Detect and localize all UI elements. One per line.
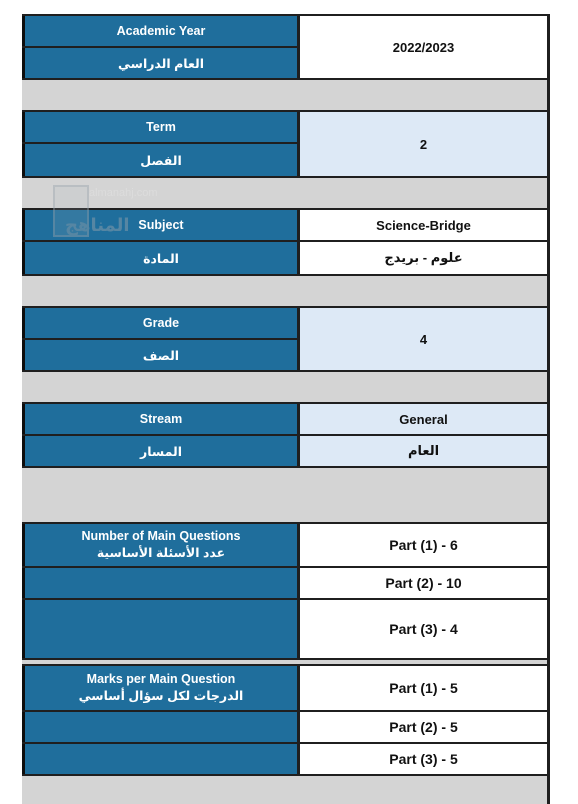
main-questions-label-blank [22, 600, 297, 658]
main-questions-part-2: Part (2) - 10 [300, 568, 547, 598]
spacer-row [22, 660, 547, 664]
spacer-row [22, 80, 547, 110]
marks-part-2: Part (2) - 5 [300, 712, 547, 742]
marks-part-3: Part (3) - 5 [300, 744, 547, 774]
subject-label-ar: المادة [22, 242, 297, 274]
stream-label-en: Stream [22, 404, 297, 434]
main-questions-label [22, 524, 297, 566]
main-questions-label-ar: عدد الأسئلة الأساسية [96, 546, 226, 560]
subject-label-en: Subject [22, 210, 297, 240]
spacer-row [22, 276, 547, 306]
marks-label-blank [22, 712, 297, 742]
academic-year-label-en: Academic Year [22, 16, 297, 46]
marks-label-ar: الدرجات لكل سؤال أساسي [78, 689, 244, 703]
marks-label-en: Marks per Main Question [86, 672, 236, 686]
stream-value-en: General [300, 404, 547, 434]
watermark-name: المناهج [65, 215, 130, 236]
term-value: 2 [300, 112, 547, 176]
main-questions-label-en: Number of Main Questions [81, 529, 241, 543]
spacer-row [22, 372, 547, 402]
marks-label-blank [22, 744, 297, 774]
subject-value-en: Science-Bridge [300, 210, 547, 240]
spacer-row [22, 178, 547, 208]
main-questions-part-3: Part (3) - 4 [300, 600, 547, 658]
grade-label-en: Grade [22, 308, 297, 338]
marks-part-1: Part (1) - 5 [300, 666, 547, 710]
watermark-url: almanahj.com [89, 187, 158, 199]
subject-value-ar: علوم - بريدج [300, 242, 547, 274]
academic-year-value: 2022/2023 [300, 16, 547, 78]
term-label-en: Term [22, 112, 297, 142]
marks-label [22, 666, 297, 710]
stream-label-ar: المسار [22, 436, 297, 466]
main-questions-part-1: Part (1) - 6 [300, 524, 547, 566]
grade-value: 4 [300, 308, 547, 370]
stream-value-ar: العام [300, 436, 547, 466]
spacer-row [22, 468, 547, 522]
info-table [22, 14, 550, 804]
academic-year-label-ar: العام الدراسي [22, 48, 297, 78]
term-label-ar: الفصل [22, 144, 297, 176]
grade-label-ar: الصف [22, 340, 297, 370]
main-questions-label-blank [22, 568, 297, 598]
